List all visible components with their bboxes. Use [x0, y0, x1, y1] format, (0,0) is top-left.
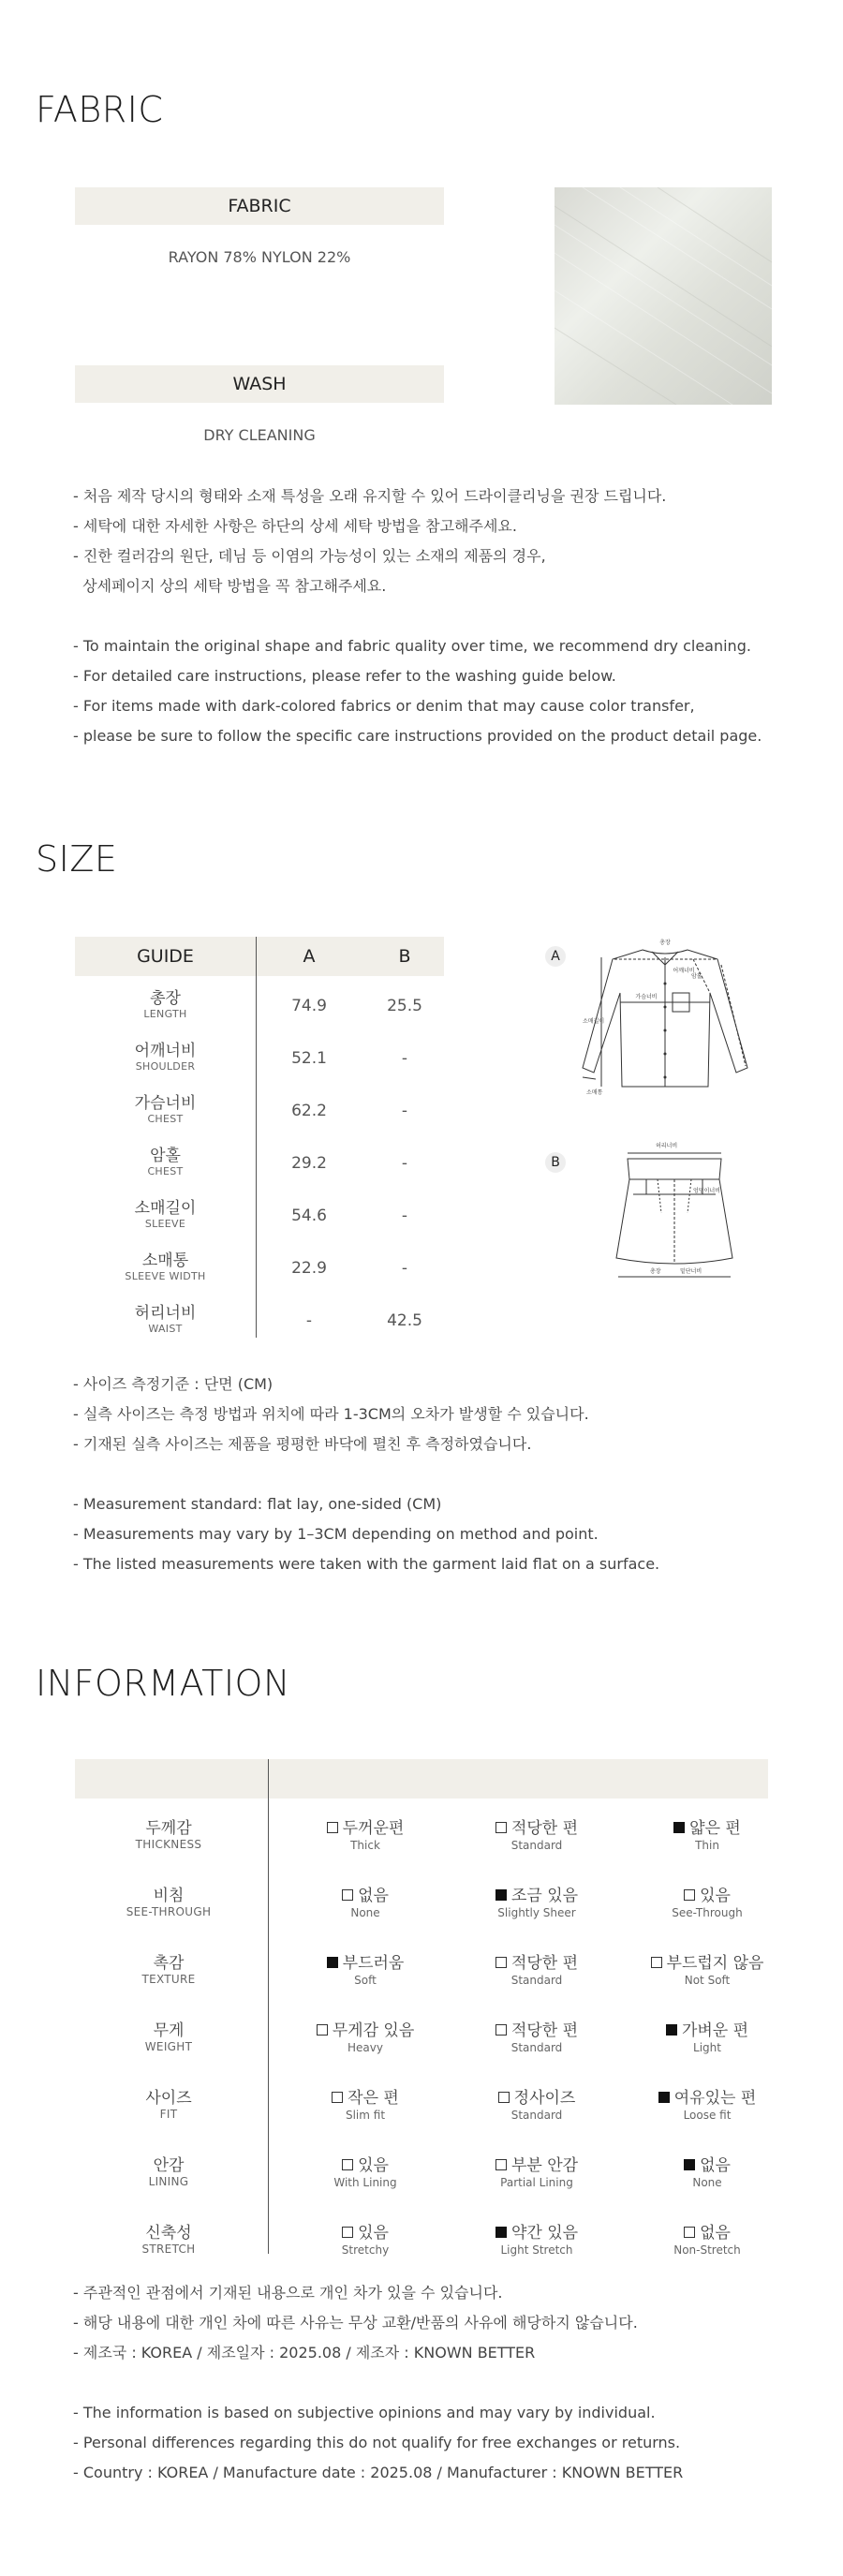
- info-option-en: Standard: [510, 1974, 563, 1987]
- info-row: [75, 2216, 768, 2284]
- info-row: [75, 2149, 768, 2216]
- info-option-ko: [452, 2224, 621, 2243]
- info-option-en: Non-Stretch: [673, 2243, 741, 2257]
- info-option: [452, 2021, 621, 2055]
- info-option: [281, 2224, 450, 2258]
- size-label-ko: 어깨너비: [134, 1042, 197, 1060]
- note-line: - 해당 내용에 대한 개인 차에 따른 사유는 무상 교환/반품의 사유에 해당하지 않습니다.: [73, 2314, 638, 2332]
- info-option-en: Stretchy: [341, 2243, 390, 2257]
- unchecked-box-icon: [495, 2024, 507, 2036]
- note-line: - 제조국 : KOREA / 제조일자 : 2025.08 / 제조자 : KNOWN BETTER: [73, 2344, 536, 2361]
- size-label-en: WAIST: [148, 1323, 183, 1335]
- diagram-a-label: 소매통: [586, 1089, 603, 1096]
- info-row: [75, 1947, 768, 2014]
- unchecked-box-icon: [684, 2227, 695, 2238]
- note-line: - 실측 사이즈는 측정 방법과 위치에 따라 1-3CM의 오차가 발생할 수 있습니다.: [73, 1405, 589, 1423]
- fabric-composition: RAYON 78% NYLON 22%: [168, 248, 351, 266]
- info-option-en: Slightly Sheer: [497, 1906, 576, 1919]
- diagram-b-label: 밑단너비: [680, 1268, 702, 1275]
- info-option-en: Heavy: [348, 2041, 383, 2054]
- info-label-ko: 두께감: [145, 1819, 192, 1838]
- info-option: [452, 1819, 621, 1853]
- diagram-a-label: 암홀: [691, 973, 702, 980]
- info-row: [75, 2014, 768, 2081]
- info-option: [623, 2224, 791, 2258]
- info-option-en: Partial Lining: [500, 2176, 573, 2189]
- info-option-en: With Lining: [333, 2176, 397, 2189]
- note-line: - For detailed care instructions, please refer to the washing guide below.: [73, 667, 616, 685]
- info-option: [452, 1887, 621, 1920]
- size-section-title: SIZE: [36, 838, 118, 880]
- info-table-header: [75, 1759, 768, 1799]
- col-a-header: A: [303, 946, 316, 967]
- info-option-label: 없음: [358, 1887, 389, 1905]
- info-option: [281, 1954, 450, 1988]
- note-line: - 세탁에 대한 자세한 사항은 하단의 상세 세탁 방법을 참고해주세요.: [73, 517, 517, 535]
- info-option-label: 작은 편: [348, 2089, 399, 2108]
- size-label-ko: 허리너비: [134, 1304, 197, 1323]
- info-option-label: 부드러움: [342, 1954, 405, 1973]
- info-option-ko: [623, 1954, 791, 1973]
- info-notes-en: [73, 2398, 683, 2488]
- size-row: [75, 1036, 444, 1088]
- size-row-label: [75, 1199, 256, 1231]
- size-row-label: [75, 1304, 256, 1336]
- diagram-a-label: 소매길이: [583, 1018, 605, 1025]
- info-option-en: Soft: [354, 1974, 377, 1987]
- size-row: [75, 1088, 444, 1141]
- info-label-ko: 비침: [153, 1887, 185, 1905]
- col-b-header: B: [398, 946, 411, 967]
- info-option-label: 없음: [700, 2156, 731, 2175]
- size-value-b: 42.5: [387, 1311, 422, 1330]
- note-line: - For items made with dark-colored fabrics or denim that may cause color transfer,: [73, 697, 695, 715]
- info-option-ko: [452, 2156, 621, 2175]
- diagram-b-label: 총장: [650, 1268, 661, 1275]
- checked-box-icon: [673, 1822, 685, 1833]
- unchecked-box-icon: [327, 1822, 338, 1833]
- info-option-ko: [281, 2089, 450, 2108]
- info-row-label: [75, 2089, 262, 2121]
- unchecked-box-icon: [332, 2092, 343, 2103]
- info-option-en: Slim fit: [345, 2109, 386, 2122]
- info-option-ko: [281, 1819, 450, 1838]
- info-label-ko: 안감: [153, 2156, 185, 2175]
- info-option-ko: [452, 2021, 621, 2040]
- info-option-label: 없음: [700, 2224, 731, 2243]
- info-option-label: 약간 있음: [510, 2224, 579, 2243]
- info-option: [281, 2156, 450, 2190]
- note-line: - 주관적인 관점에서 기재된 내용으로 개인 차가 있을 수 있습니다.: [73, 2284, 503, 2302]
- info-option-label: 무게감 있음: [332, 2021, 415, 2040]
- diagram-a-letter: A: [545, 946, 566, 967]
- info-option-label: 부분 안감: [510, 2156, 579, 2175]
- checked-box-icon: [495, 1889, 507, 1901]
- shirt-measurement-diagram: [553, 937, 777, 1105]
- size-value-b: -: [401, 1154, 408, 1173]
- info-option-label: 얇은 편: [689, 1819, 741, 1838]
- unchecked-box-icon: [498, 2092, 510, 2103]
- unchecked-box-icon: [495, 1822, 507, 1833]
- size-value-b: -: [401, 1259, 408, 1278]
- size-row-label: [75, 1147, 256, 1178]
- info-option-en: Thick: [350, 1839, 380, 1852]
- info-option-ko: [623, 1819, 791, 1838]
- checked-box-icon: [658, 2092, 670, 2103]
- info-option: [281, 2089, 450, 2123]
- info-option: [452, 1954, 621, 1988]
- info-row: [75, 1879, 768, 1947]
- size-label-en: CHEST: [147, 1113, 184, 1125]
- size-notes-ko: [73, 1369, 589, 1459]
- guide-header: GUIDE: [137, 946, 194, 967]
- info-option-ko: [623, 2021, 791, 2040]
- info-label-en: LINING: [148, 2175, 189, 2188]
- note-line: - The information is based on subjective opinions and may vary by individual.: [73, 2404, 656, 2421]
- size-row: [75, 1298, 444, 1351]
- info-label-en: STRETCH: [141, 2243, 196, 2256]
- info-option: [452, 2224, 621, 2258]
- fabric-swatch-image: [555, 187, 772, 405]
- checked-box-icon: [327, 1957, 338, 1968]
- size-value-a: 74.9: [291, 997, 327, 1015]
- size-row: [75, 1193, 444, 1246]
- info-option-label: 조금 있음: [510, 1887, 579, 1905]
- info-option-en: Standard: [510, 1839, 563, 1852]
- size-value-a: 62.2: [291, 1102, 327, 1120]
- size-label-en: SLEEVE WIDTH: [125, 1270, 206, 1282]
- info-option-ko: [623, 1887, 791, 1905]
- info-option-label: 있음: [700, 1887, 731, 1905]
- info-option-ko: [281, 2224, 450, 2243]
- unchecked-box-icon: [342, 2227, 353, 2238]
- info-row-label: [75, 2156, 262, 2188]
- note-line: 상세페이지 상의 세탁 방법을 꼭 참고해주세요.: [73, 577, 387, 595]
- size-label-en: SLEEVE: [144, 1218, 186, 1230]
- fabric-notes-en: [73, 631, 762, 751]
- note-line: - 처음 제작 당시의 형태와 소재 특성을 오래 유지할 수 있어 드라이클리닝을 권장 드립니다.: [73, 487, 667, 505]
- info-label-ko: 무게: [153, 2021, 185, 2040]
- info-label-en: THICKNESS: [135, 1838, 202, 1851]
- info-option-ko: [452, 1954, 621, 1973]
- note-line: - Personal differences regarding this do not qualify for free exchanges or returns.: [73, 2434, 681, 2451]
- size-value-a: 29.2: [291, 1154, 327, 1173]
- note-line: - please be sure to follow the specific care instructions provided on the product detail page.: [73, 727, 762, 745]
- info-label-en: FIT: [159, 2108, 178, 2121]
- checked-box-icon: [495, 2227, 507, 2238]
- info-label-ko: 신축성: [145, 2224, 192, 2243]
- info-option: [623, 1819, 791, 1853]
- info-option-ko: [281, 2021, 450, 2040]
- info-row-label: [75, 1954, 262, 1986]
- info-option-label: 두꺼운편: [342, 1819, 405, 1838]
- size-label-en: CHEST: [147, 1165, 184, 1177]
- info-option-label: 적당한 편: [510, 1819, 579, 1838]
- info-option: [281, 1819, 450, 1853]
- info-option-en: Light: [693, 2041, 721, 2054]
- info-option-ko: [281, 1887, 450, 1905]
- info-option-label: 부드럽지 않음: [666, 1954, 764, 1973]
- size-label-ko: 소매길이: [134, 1199, 197, 1218]
- diagram-a-label: 가슴너비: [635, 994, 658, 1000]
- size-notes-en: [73, 1489, 659, 1579]
- size-table-header: [75, 937, 444, 976]
- size-value-a: 52.1: [291, 1049, 327, 1068]
- info-option-label: 정사이즈: [513, 2089, 576, 2108]
- note-line: - Measurement standard: flat lay, one-sided (CM): [73, 1495, 442, 1513]
- diagram-a-label: 총장: [659, 940, 671, 946]
- unchecked-box-icon: [495, 1957, 507, 1968]
- info-option-ko: [623, 2089, 791, 2108]
- unchecked-box-icon: [684, 1889, 695, 1901]
- info-label-en: SEE-THROUGH: [126, 1905, 212, 1918]
- size-label-ko: 소매통: [141, 1251, 189, 1270]
- info-row-label: [75, 1887, 262, 1918]
- note-line: - Measurements may vary by 1–3CM depending on method and point.: [73, 1525, 599, 1543]
- info-option-en: Not Soft: [684, 1974, 731, 1987]
- info-option: [281, 1887, 450, 1920]
- info-option-ko: [452, 2089, 621, 2108]
- info-label-en: WEIGHT: [144, 2040, 193, 2053]
- size-value-a: 22.9: [291, 1259, 327, 1278]
- info-option-en: None: [692, 2176, 722, 2189]
- size-row-label: [75, 1042, 256, 1073]
- size-value-b: -: [401, 1049, 408, 1068]
- info-option-ko: [452, 1819, 621, 1838]
- size-label-ko: 총장: [150, 989, 181, 1008]
- note-line: - To maintain the original shape and fabric quality over time, we recommend dry cleaning.: [73, 637, 751, 655]
- size-value-b: -: [401, 1102, 408, 1120]
- info-option-ko: [623, 2224, 791, 2243]
- diagram-b-label: 엉덩이너비: [693, 1188, 720, 1194]
- size-value-a: 54.6: [291, 1207, 327, 1225]
- info-option-ko: [452, 1887, 621, 1905]
- diagram-b-letter: B: [545, 1152, 566, 1173]
- diagram-b-label: 허리너비: [656, 1143, 678, 1149]
- size-label-en: SHOULDER: [135, 1060, 196, 1073]
- unchecked-box-icon: [495, 2159, 507, 2170]
- note-line: - 진한 컬러감의 원단, 데님 등 이염의 가능성이 있는 소재의 제품의 경우,: [73, 547, 546, 565]
- info-option: [452, 2089, 621, 2123]
- unchecked-box-icon: [317, 2024, 328, 2036]
- fabric-notes-ko: [73, 481, 666, 601]
- info-option-label: 적당한 편: [510, 1954, 579, 1973]
- info-option: [281, 2021, 450, 2055]
- info-row: [75, 1812, 768, 1879]
- size-label-en: LENGTH: [143, 1008, 187, 1020]
- info-row: [75, 2081, 768, 2149]
- info-row-label: [75, 2224, 262, 2256]
- note-line: - The listed measurements were taken with the garment laid flat on a surface.: [73, 1555, 660, 1573]
- size-value-b: 25.5: [387, 997, 422, 1015]
- fabric-section-title: FABRIC: [36, 89, 164, 130]
- unchecked-box-icon: [651, 1957, 662, 1968]
- info-option: [623, 2156, 791, 2190]
- size-value-a: -: [305, 1311, 313, 1330]
- diagram-a-label: 어깨너비: [673, 968, 695, 974]
- size-label-ko: 암홀: [150, 1147, 181, 1165]
- unchecked-box-icon: [342, 2159, 353, 2170]
- info-option-label: 여유있는 편: [673, 2089, 757, 2108]
- size-row: [75, 984, 444, 1036]
- unchecked-box-icon: [342, 1889, 353, 1901]
- info-option-en: Standard: [510, 2041, 563, 2054]
- note-line: - 사이즈 측정기준 : 단면 (CM): [73, 1375, 274, 1393]
- info-notes-ko: [73, 2278, 638, 2368]
- info-option-en: Light Stretch: [500, 2243, 573, 2257]
- info-option: [452, 2156, 621, 2190]
- size-row: [75, 1246, 444, 1298]
- note-line: - Country : KOREA / Manufacture date : 2025.08 / Manufacturer : KNOWN BETTER: [73, 2464, 684, 2481]
- info-row-label: [75, 1819, 262, 1851]
- info-option-en: See-Through: [672, 1906, 743, 1919]
- fabric-header: FABRIC: [75, 187, 444, 225]
- info-option-ko: [281, 2156, 450, 2175]
- size-label-ko: 가슴너비: [134, 1094, 197, 1113]
- checked-box-icon: [666, 2024, 677, 2036]
- info-option: [623, 1887, 791, 1920]
- skirt-measurement-diagram: [581, 1138, 768, 1293]
- information-section-title: INFORMATION: [36, 1663, 290, 1704]
- info-option-en: Loose fit: [683, 2109, 732, 2122]
- checked-box-icon: [684, 2159, 695, 2170]
- info-label-ko: 촉감: [153, 1954, 185, 1973]
- info-option: [623, 1954, 791, 1988]
- wash-method: DRY CLEANING: [203, 426, 316, 444]
- info-option: [623, 2089, 791, 2123]
- info-option-label: 적당한 편: [510, 2021, 579, 2040]
- size-row: [75, 1141, 444, 1193]
- size-row-label: [75, 1094, 256, 1126]
- info-option-label: 있음: [358, 2224, 389, 2243]
- wash-header: WASH: [75, 365, 444, 403]
- info-label-en: TEXTURE: [141, 1973, 196, 1986]
- info-option-en: Standard: [510, 2109, 563, 2122]
- info-option-ko: [623, 2156, 791, 2175]
- info-label-ko: 사이즈: [145, 2089, 192, 2108]
- info-option-en: None: [350, 1906, 380, 1919]
- note-line: - 기재된 실측 사이즈는 제품을 평평한 바닥에 펼친 후 측정하였습니다.: [73, 1435, 532, 1453]
- info-option-label: 있음: [358, 2156, 389, 2175]
- info-option-label: 가벼운 편: [681, 2021, 749, 2040]
- size-row-label: [75, 989, 256, 1021]
- info-row-label: [75, 2021, 262, 2053]
- info-option-en: Thin: [695, 1839, 719, 1852]
- info-option: [623, 2021, 791, 2055]
- size-row-label: [75, 1251, 256, 1283]
- info-option-ko: [281, 1954, 450, 1973]
- size-value-b: -: [401, 1207, 408, 1225]
